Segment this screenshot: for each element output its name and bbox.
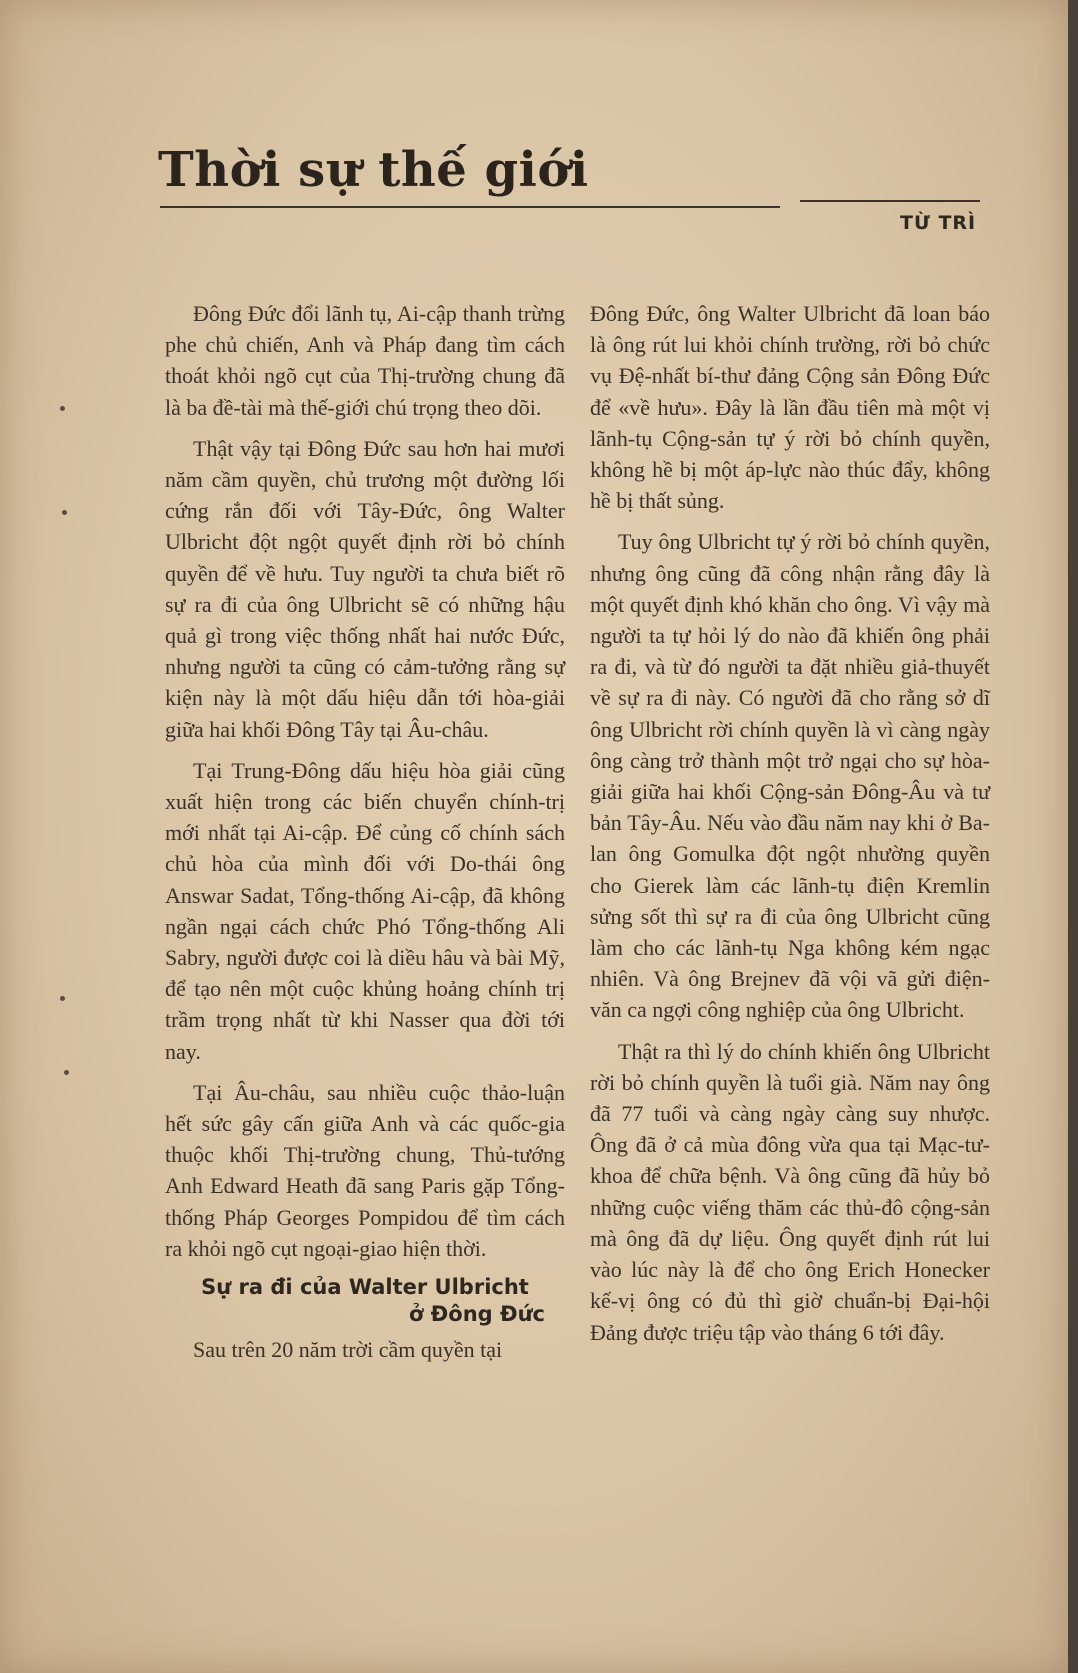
author-rule [800, 200, 980, 202]
subheading-line: Sự ra đi của Walter Ulbricht [201, 1275, 529, 1300]
subheading-line: ở Đông Đức [408, 1302, 545, 1327]
title-underline [160, 206, 780, 208]
binding-hole-mark [62, 510, 67, 515]
paragraph: Tại Trung-Đông dấu hiệu hòa giải cũng xuất hiện trong các biến chuyển chính-trị mới nhất tại Ai-cập. Để củng cố chính sách chủ hòa của mình đối với Do-thái ông Answar Sadat, Tổng-thống Ai-cập, đã không ngần ngại cách chức Phó Tổng-thống Ali Sabry, người được coi là diều hâu và bài Mỹ, để tạo nên một cuộc khủng hoảng chính trị trầm trọng nhất từ khi Nasser qua đời tới nay. [165, 757, 565, 1064]
binding-hole-mark [64, 1070, 69, 1075]
left-column [165, 298, 565, 1375]
binding-hole-mark [60, 406, 65, 411]
page-edge-shadow [1068, 0, 1078, 1673]
paragraph: Tại Âu-châu, sau nhiều cuộc thảo-luận hết sức gây cấn giữa Anh và các quốc-gia thuộc khối Thị-trường chung, Thủ-tướng Anh Edward Heath đã sang Paris gặp Tổng-thống Pháp Georges Pompidou để tìm cách ra khỏi ngõ cụt ngoại-giao hiện thời. [165, 1079, 565, 1261]
paragraph: Tuy ông Ulbricht tự ý rời bỏ chính quyền, nhưng ông cũng đã công nhận rằng đây là một quyết định khó khăn cho ông. Vì vậy mà người ta tự hỏi lý do nào đã khiến ông phải ra đi, và từ đó người ta đặt nhiều giả-thuyết về sự ra đi này. Có người đã cho rằng sở dĩ ông Ulbricht rời chính quyền là vì càng ngày ông càng trở thành một trở ngại cho sự hòa-giải giữa hai khối Cộng-sản Đông-Âu và tư bản Tây-Âu. Nếu vào đầu năm nay khi ở Ba-lan ông Gomulka đột ngột nhường quyền cho Gierek làm các lãnh-tụ điện Kremlin sửng sốt thì sự ra đi của ông Ulbricht cũng làm cho các lãnh-tụ Nga không kém ngạc nhiên. Và ông Brejnev đã vội vã gửi điện-văn ca ngợi công nghiệp của ông Ulbricht. [590, 529, 990, 1023]
paragraph: Thật vậy tại Đông Đức sau hơn hai mươi năm cầm quyền, chủ trương một đường lối cứng rắn đối với Tây-Đức, ông Walter Ulbricht đột ngột quyết định rời bỏ chính quyền để về hưu. Tuy người ta chưa biết rõ sự ra đi của ông Ulbricht sẽ có những hậu quả gì trong việc thống nhất hai nước Đức, nhưng người ta cũng có cảm-tưởng rằng sự kiện này là một dấu hiệu dẫn tới hòa-giải giữa hai khối Đông Tây tại Âu-châu. [165, 435, 565, 742]
right-column [590, 298, 990, 1358]
section-subheading [165, 1274, 565, 1328]
paragraph: Đông Đức đổi lãnh tụ, Ai-cập thanh trừng phe chủ chiến, Anh và Pháp đang tìm cách thoát khỏi ngõ cụt của Thị-trường chung đã là ba đề-tài mà thế-giới chú trọng theo dõi. [165, 301, 565, 420]
article-title: Thời sự thế giới [158, 142, 589, 198]
paragraph: Sau trên 20 năm trời cầm quyền tại [193, 1337, 503, 1363]
paragraph: Thật ra thì lý do chính khiến ông Ulbricht rời bỏ chính quyền là tuổi già. Năm nay ông đã 77 tuổi và càng ngày càng suy nhược. Ông đã ở cả mùa đông vừa qua tại Mạc-tư-khoa để chữa bệnh. Và ông cũng đã hủy bỏ những cuộc viếng thăm các thủ-đô cộng-sản mà ông đã dự liệu. Ông quyết định rút lui vào lúc này là để cho ông Erich Honecker kế-vị ông có đủ thì giờ chuẩn-bị Đại-hội Đảng được triệu tập vào tháng 6 tới đây. [590, 1038, 990, 1345]
author-byline: TỪ TRÌ [900, 212, 977, 234]
paragraph: Đông Đức, ông Walter Ulbricht đã loan báo là ông rút lui khỏi chính trường, rời bỏ chức vụ Đệ-nhất bí-thư đảng Cộng sản Đông Đức để «về hưu». Đây là lần đầu tiên mà một vị lãnh-tụ Cộng-sản tự ý rời bỏ chính quyền, không hề bị một áp-lực nào thúc đẩy, không hề bị thất sủng. [590, 301, 990, 514]
binding-hole-mark [60, 996, 65, 1001]
